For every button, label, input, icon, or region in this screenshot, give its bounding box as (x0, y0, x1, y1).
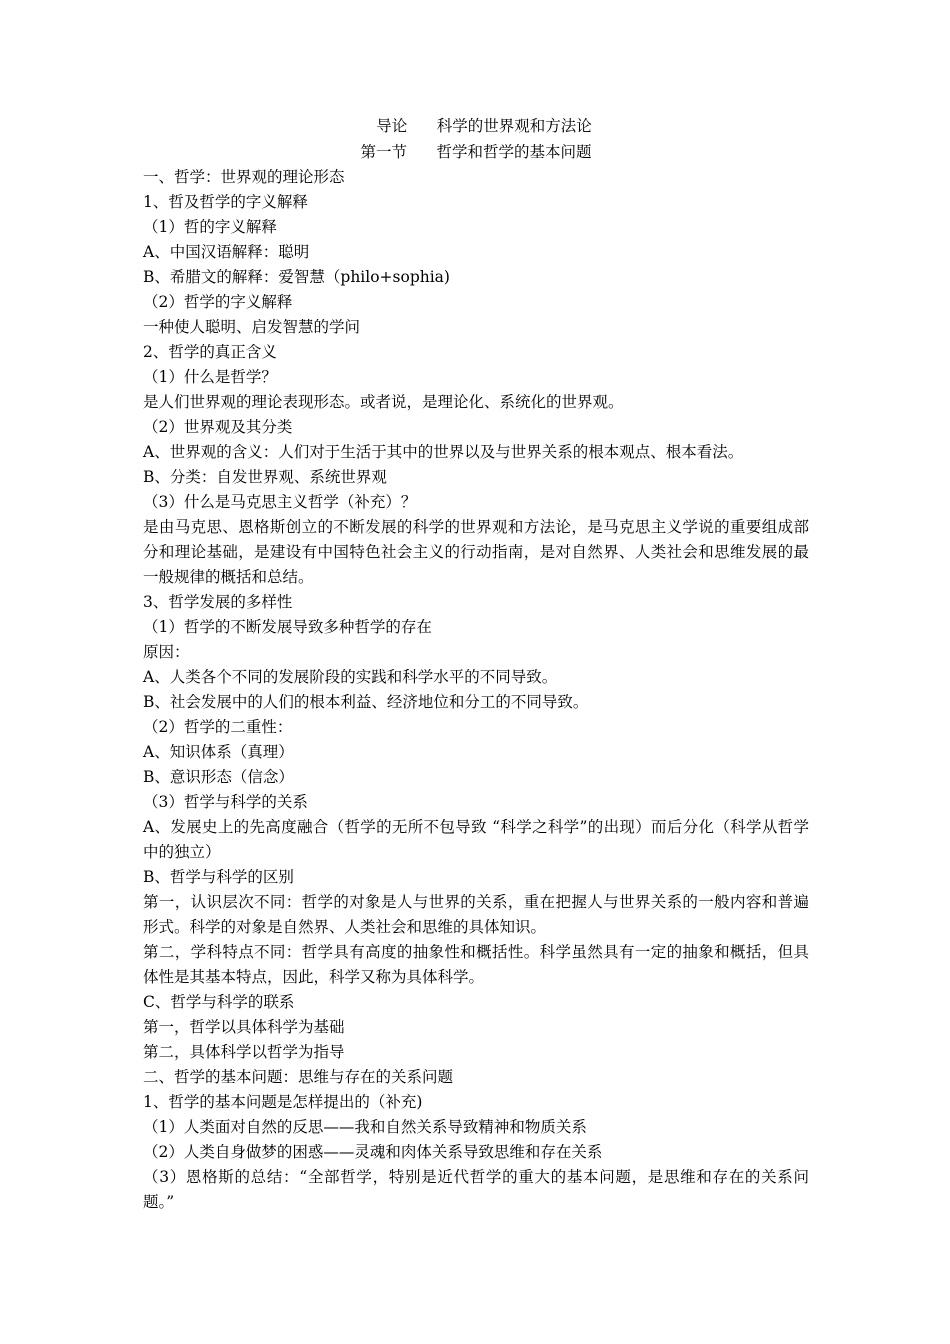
list-item: A、人类各个不同的发展阶段的实践和科学水平的不同导致。 (143, 668, 558, 686)
heading-1: 一、哲学：世界观的理论形态 (143, 168, 345, 186)
list-item: B、意识形态（信念） (143, 768, 294, 786)
subheading: 3、哲学发展的多样性 (143, 593, 293, 611)
list-item: （1）什么是哲学？ (143, 368, 277, 386)
text-line: 第二，具体科学以哲学为指导 (143, 1043, 345, 1061)
list-item: B、社会发展中的人们的根本利益、经济地位和分工的不同导致。 (143, 693, 589, 711)
heading-2: 二、哲学的基本问题：思维与存在的关系问题 (143, 1068, 454, 1086)
list-item: A、中国汉语解释：聪明 (143, 243, 310, 261)
subheading: 1、哲及哲学的字义解释 (143, 193, 308, 211)
list-item: （2）哲学的字义解释 (143, 293, 293, 311)
list-item: （1）哲的字义解释 (143, 218, 277, 236)
list-item: （1）哲学的不断发展导致多种哲学的存在 (143, 618, 432, 636)
section-title: 第一节 哲学和哲学的基本问题 (360, 143, 592, 161)
list-item: B、哲学与科学的区别 (143, 868, 294, 886)
paragraph: （3）恩格斯的总结：“全部哲学，特别是近代哲学的重大的基本问题，是思维和存在的关系问题。” (143, 1168, 809, 1211)
subheading: 1、哲学的基本问题是怎样提出的（补充) (143, 1093, 423, 1111)
list-item: （3）哲学与科学的关系 (143, 793, 308, 811)
list-item: （2）哲学的二重性： (143, 718, 293, 736)
list-item: A、世界观的含义：人们对于生活于其中的世界以及与世界关系的根本观点、根本看法。 (143, 443, 744, 461)
subheading: 2、哲学的真正含义 (143, 343, 277, 361)
title-block (0, 113, 950, 165)
list-item: （3）什么是马克思主义哲学（补充）？ (143, 493, 417, 511)
paragraph: A、发展史上的先高度融合（哲学的无所不包导致 “科学之科学”的出现）而后分化（科学从哲学中的独立） (143, 818, 809, 861)
paragraph: 是由马克思、恩格斯创立的不断发展的科学的世界观和方法论，是马克思主义学说的重要组成部分和理论基础，是建设有中国特色社会主义的行动指南，是对自然界、人类社会和思维发展的最一般规律的概括和总结。 (143, 518, 809, 586)
text-line: 第一，哲学以具体科学为基础 (143, 1018, 345, 1036)
text-line: 是人们世界观的理论表现形态。或者说，是理论化、系统化的世界观。 (143, 393, 624, 411)
text-line: 一种使人聪明、启发智慧的学问 (143, 318, 361, 336)
list-item: B、分类：自发世界观、系统世界观 (143, 468, 387, 486)
paragraph: 第二，学科特点不同：哲学具有高度的抽象性和概括性。科学虽然具有一定的抽象和概括，但具体性是其基本特点，因此，科学又称为具体科学。 (143, 943, 809, 986)
text-line: 原因： (143, 643, 190, 661)
list-item: C、哲学与科学的联系 (143, 993, 295, 1011)
list-item: B、希腊文的解释：爱智慧（philo+sophia) (143, 268, 450, 286)
list-item: （2）世界观及其分类 (143, 418, 293, 436)
list-item: （1）人类面对自然的反思——我和自然关系导致精神和物质关系 (143, 1118, 587, 1136)
document-body (143, 165, 809, 1215)
paragraph: 第一，认识层次不同：哲学的对象是人与世界的关系，重在把握人与世界关系的一般内容和普遍形式。科学的对象是自然界、人类社会和思维的具体知识。 (143, 893, 809, 936)
document-title: 导论 科学的世界观和方法论 (376, 117, 592, 135)
list-item: （2）人类自身做梦的困惑——灵魂和肉体关系导致思维和存在关系 (143, 1143, 603, 1161)
list-item: A、知识体系（真理） (143, 743, 294, 761)
